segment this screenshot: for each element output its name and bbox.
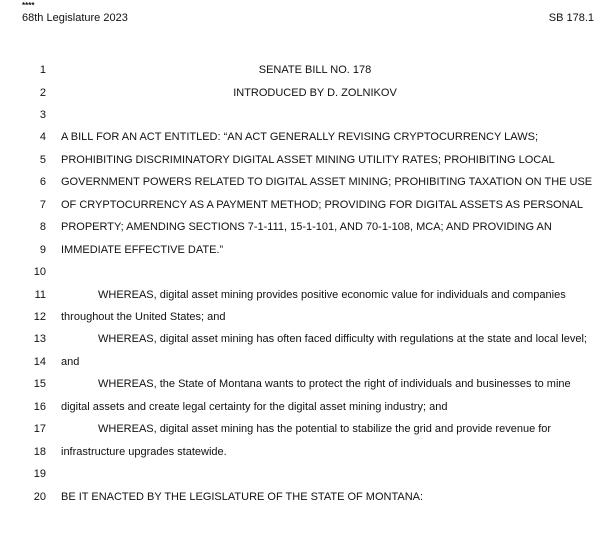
- bill-line: [0, 490, 615, 512]
- line-text: WHEREAS, digital asset mining provides positive economic value for individuals and companies: [98, 288, 566, 301]
- line-number: 2: [39, 86, 46, 99]
- line-number: 15: [33, 378, 46, 391]
- bill-line: [0, 108, 615, 130]
- bill-line: [0, 86, 615, 108]
- legislature-label: 68th Legislature 2023: [22, 12, 128, 24]
- line-text: and: [61, 355, 80, 368]
- line-number: 5: [39, 153, 46, 166]
- line-text: infrastructure upgrades statewide.: [61, 445, 227, 458]
- line-text: INTRODUCED BY D. ZOLNIKOV: [233, 86, 397, 99]
- line-number: 17: [33, 423, 46, 436]
- bill-line: [0, 355, 615, 377]
- bill-line: [0, 220, 615, 242]
- line-number: 18: [33, 445, 46, 458]
- line-number: 12: [33, 310, 46, 323]
- line-text: PROPERTY; AMENDING SECTIONS 7-1-111, 15-1-101, AND 70-1-108, MCA; AND PROVIDING AN: [61, 221, 552, 234]
- line-text: WHEREAS, digital asset mining has often faced difficulty with regulations at the state and local level;: [98, 333, 587, 346]
- line-text: SENATE BILL NO. 178: [258, 64, 372, 76]
- bill-line: [0, 63, 615, 85]
- line-number: 9: [39, 243, 46, 256]
- bill-line: [0, 288, 615, 310]
- bill-line: [0, 153, 615, 175]
- bill-line: [0, 310, 615, 332]
- line-number: 4: [39, 131, 46, 144]
- line-text: IMMEDIATE EFFECTIVE DATE.”: [61, 243, 224, 256]
- bill-line: [0, 130, 615, 152]
- line-number: 6: [39, 176, 46, 189]
- bill-line: [0, 467, 615, 489]
- bill-code-label: SB 178.1: [548, 12, 594, 24]
- line-number: 16: [33, 400, 46, 413]
- line-text: PROHIBITING DISCRIMINATORY DIGITAL ASSET MINING UTILITY RATES; PROHIBITING LOCAL: [61, 153, 555, 166]
- line-text: digital assets and create legal certainty for the digital asset mining industry; and: [61, 400, 448, 413]
- bill-line: [0, 445, 615, 467]
- line-number: 7: [39, 198, 46, 211]
- bill-line: [0, 422, 615, 444]
- line-text: A BILL FOR AN ACT ENTITLED: “AN ACT GENERALLY REVISING CRYPTOCURRENCY LAWS;: [61, 131, 539, 144]
- line-number: 11: [34, 288, 46, 301]
- line-number: 10: [33, 266, 46, 278]
- line-text: OF CRYPTOCURRENCY AS A PAYMENT METHOD; PROVIDING FOR DIGITAL ASSETS AS PERSONAL: [61, 198, 584, 211]
- line-number: 1: [39, 64, 46, 76]
- line-text: WHEREAS, the State of Montana wants to protect the right of individuals and businesses to mine: [98, 378, 571, 391]
- line-number: 8: [39, 221, 46, 234]
- bill-line: [0, 198, 615, 220]
- bill-line: [0, 400, 615, 422]
- bill-line: [0, 243, 615, 265]
- line-text: WHEREAS, digital asset mining has the potential to stabilize the grid and provide revenue for: [98, 423, 552, 436]
- line-number: 20: [33, 490, 46, 503]
- bill-line: [0, 377, 615, 399]
- line-text: BE IT ENACTED BY THE LEGISLATURE OF THE STATE OF MONTANA:: [61, 490, 424, 503]
- header-stars: ****: [22, 1, 35, 10]
- line-number: 13: [33, 333, 46, 346]
- line-number: 19: [33, 468, 46, 481]
- bill-line: [0, 332, 615, 354]
- bill-line: [0, 175, 615, 197]
- bill-line: [0, 265, 615, 287]
- line-number: 14: [33, 355, 46, 368]
- line-text: throughout the United States; and: [61, 310, 226, 323]
- line-text: GOVERNMENT POWERS RELATED TO DIGITAL ASSET MINING; PROHIBITING TAXATION ON THE USE: [61, 176, 593, 189]
- line-number: 3: [39, 108, 46, 121]
